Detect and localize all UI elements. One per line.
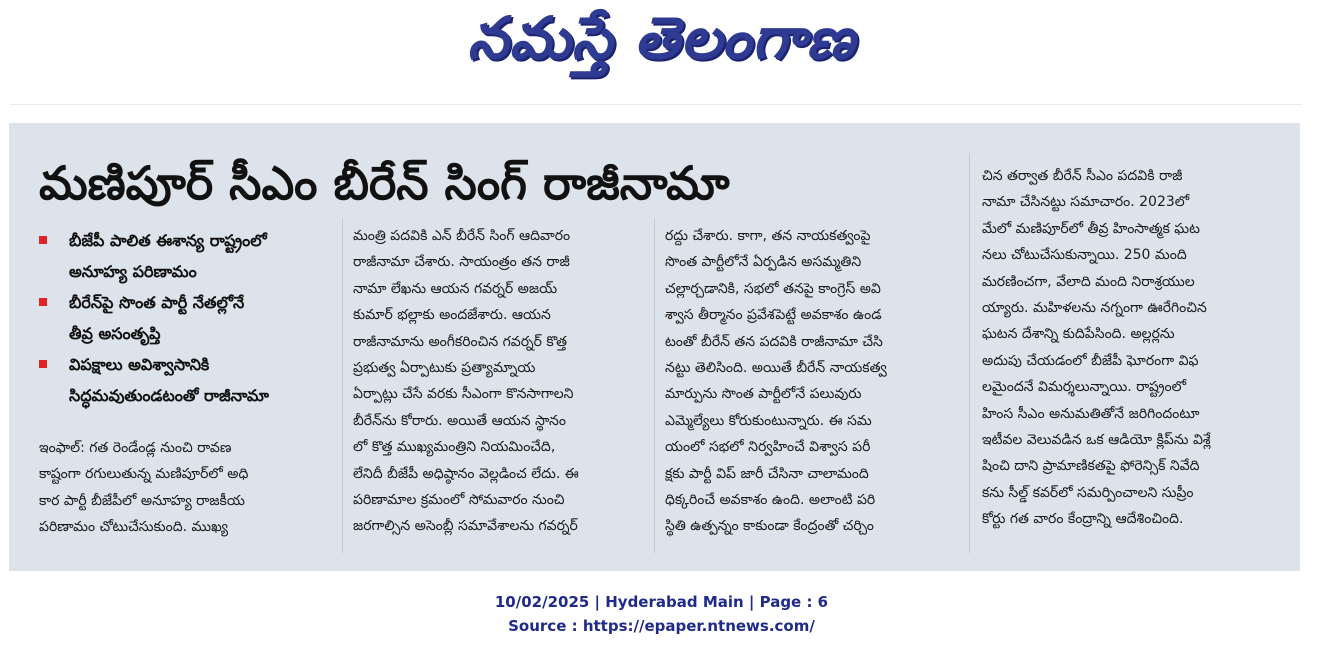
body-text-line: అదుపు చేయడంలో బీజేపీ ఘోరంగా విఫ <box>982 352 1199 369</box>
highlight-item <box>39 349 339 411</box>
highlights-box <box>39 225 339 411</box>
body-text-line: య్యారు. మహిళలను నగ్నంగా ఊరేగించిన <box>982 299 1207 316</box>
body-text-line: టంతో బీరేన్ తన పదవికి రాజీనామా చేసి <box>665 333 883 350</box>
highlight-line: సిద్ధమవుతుండటంతో రాజీనామా <box>69 386 269 405</box>
body-text-line: యంలో సభలో నిర్వహించే విశ్వాస పరీ <box>665 439 871 456</box>
body-text-line: షించి దాని ప్రామాణికతపై ఫోరెన్సిక్ నివేది <box>982 458 1200 475</box>
body-text-line: శ్వాస తీర్మానం ప్రవేశపెట్టే అవకాశం ఉండ <box>665 307 882 324</box>
body-text-line: మార్పును సొంత పార్టీలోనే పలువురు <box>665 386 862 403</box>
body-text-line: ఘటన దేశాన్ని కుదిపేసింది. అల్లర్లను <box>982 326 1175 343</box>
body-text-line: ధిక్కరించే అవకాశం ఉంది. అలాంటి పరి <box>665 491 876 508</box>
body-text-line: ఎమ్మెల్యేలు కోరుకుంటున్నారు. ఈ సమ <box>665 412 872 429</box>
body-column-1 <box>39 435 329 541</box>
highlight-line: తీవ్ర అసంతృప్తి <box>69 324 161 343</box>
body-column-3 <box>665 223 951 540</box>
source-link[interactable]: Source : https://epaper.ntnews.com/ <box>508 617 815 635</box>
body-text-line: నామా చేసినట్టు సమాచారం. 2023లో <box>982 194 1190 211</box>
body-text-line: రాజీనామాను అంగీకరించిన గవర్నర్ కొత్త <box>353 333 567 350</box>
body-text-line: పరిణామం చోటుచేసుకుంది. ముఖ్య <box>39 519 228 536</box>
body-text-line: లమైందనే విమర్శలున్నాయి. రాష్ట్రంలో <box>982 379 1186 396</box>
masthead <box>0 0 1323 100</box>
article-headline: మణిపూర్ సీఎం బీరేన్ సింగ్ రాజీనామా <box>39 156 730 210</box>
body-column-4 <box>982 163 1277 532</box>
highlight-line: బీజేపీ పాలిత ఈశాన్య రాష్ట్రంలో <box>69 231 267 250</box>
body-text-line: చల్లార్చడానికి, సభలో తనపై కాంగ్రెస్ అవి <box>665 280 881 297</box>
body-column-2 <box>353 223 641 540</box>
body-text-line: రద్దు చేశారు. కాగా, తన నాయకత్వంపై <box>665 228 871 244</box>
bullet-square-icon <box>39 236 47 244</box>
highlight-line: విపక్షాలు అవిశ్వాసానికి <box>69 355 210 374</box>
highlight-line: అనూహ్య పరిణామం <box>69 262 197 281</box>
body-text-line: క్షకు పార్టీ విప్ జారీ చేసినా చాలామంది <box>665 465 869 482</box>
body-text-line: కను సీల్డ్ కవర్‌లో సమర్పించాలని సుప్రీం <box>982 484 1194 501</box>
body-text-line: స్థితి ఉత్పన్నం కాకుండా కేంద్రంతో చర్చిం <box>665 518 874 535</box>
body-text-line: కోర్టు గత వారం కేంద్రాన్ని ఆదేశించింది. <box>982 511 1184 528</box>
body-text-line: రాజీనామా చేశారు. సాయంత్రం తన రాజీ <box>353 254 570 271</box>
highlight-line: బీరేన్‌పై సొంత పార్టీ నేతల్లోనే <box>69 293 245 312</box>
bullet-square-icon <box>39 360 47 368</box>
column-divider <box>342 218 343 553</box>
body-text-line: సొంత పార్టీలోనే ఏర్పడిన అసమ్మతిని <box>665 254 862 271</box>
body-text-line: కార పార్టీ బీజేపీలో అనూహ్య రాజకీయ <box>39 492 245 509</box>
body-text-line: ప్రభుత్వ ఏర్పాటుకు ప్రత్యామ్నాయ <box>353 359 536 376</box>
bullet-square-icon <box>39 298 47 306</box>
body-text-line: జరగాల్సిన అసెంబ్లీ సమావేశాలను గవర్నర్ <box>353 518 578 535</box>
body-text-line: బీరేన్‌ను కోరారు. అయితే ఆయన స్థానం <box>353 412 566 429</box>
body-text-line: చిన తర్వాత బీరేన్ సీఎం పదవికి రాజీ <box>982 168 1183 184</box>
body-text-line: ఏర్పాట్లు చేసే వరకు సీఎంగా కొనసాగాలని <box>353 386 574 403</box>
body-text-line: లో కొత్త ముఖ్యమంత్రిని నియమించేది, <box>353 439 556 456</box>
body-text-line: కుమార్ భల్లాకు అందజేశారు. ఆయన <box>353 307 551 324</box>
newspaper-logo: నమస్తే తెలంగాణ <box>467 4 856 72</box>
body-text-line: పరిణామాల క్రమంలో సోమవారం నుంచి <box>353 491 565 508</box>
highlight-item <box>39 225 339 287</box>
body-text-line: నలు చోటుచేసుకున్నాయి. 250 మంది <box>982 247 1187 264</box>
column-divider <box>969 153 970 553</box>
body-text-line: నట్టు తెలిసింది. అయితే బీరేన్ నాయకత్వ <box>665 359 887 376</box>
body-text-line: మంత్రి పదవికి ఎన్ బీరేన్ సింగ్ ఆదివారం <box>353 228 571 244</box>
masthead-divider <box>10 104 1302 105</box>
column-divider <box>654 218 655 553</box>
page-footer <box>0 590 1323 638</box>
highlight-item <box>39 287 339 349</box>
body-text-line: కాష్టంగా రగులుతున్న మణిపూర్‌లో అధి <box>39 466 249 483</box>
body-text-line: లేనిదీ బీజేపీ అధిష్ఠానం వెల్లడించ లేదు. ఈ <box>353 465 579 482</box>
body-text-line: మరణించగా, వేలాది మంది నిరాశ్రయుల <box>982 273 1195 290</box>
article-clipping <box>9 123 1300 571</box>
body-text-line: మేలో మణిపూర్‌లో తీవ్ర హింసాత్మక ఘట <box>982 220 1200 237</box>
body-text-line: నామా లేఖను ఆయన గవర్నర్ అజయ్ <box>353 280 558 297</box>
body-text-line: ఇటీవల వెలువడిన ఒక ఆడియో క్లిప్‌ను విశ్లే <box>982 431 1211 448</box>
edition-info: 10/02/2025 | Hyderabad Main | Page : 6 <box>494 593 829 611</box>
body-text-line: హింస సీఎం అనుమతితోనే జరిగిందంటూ <box>982 405 1200 422</box>
body-text-line: ఇంఫాల్: గత రెండేండ్ల నుంచి రావణ <box>39 440 232 456</box>
